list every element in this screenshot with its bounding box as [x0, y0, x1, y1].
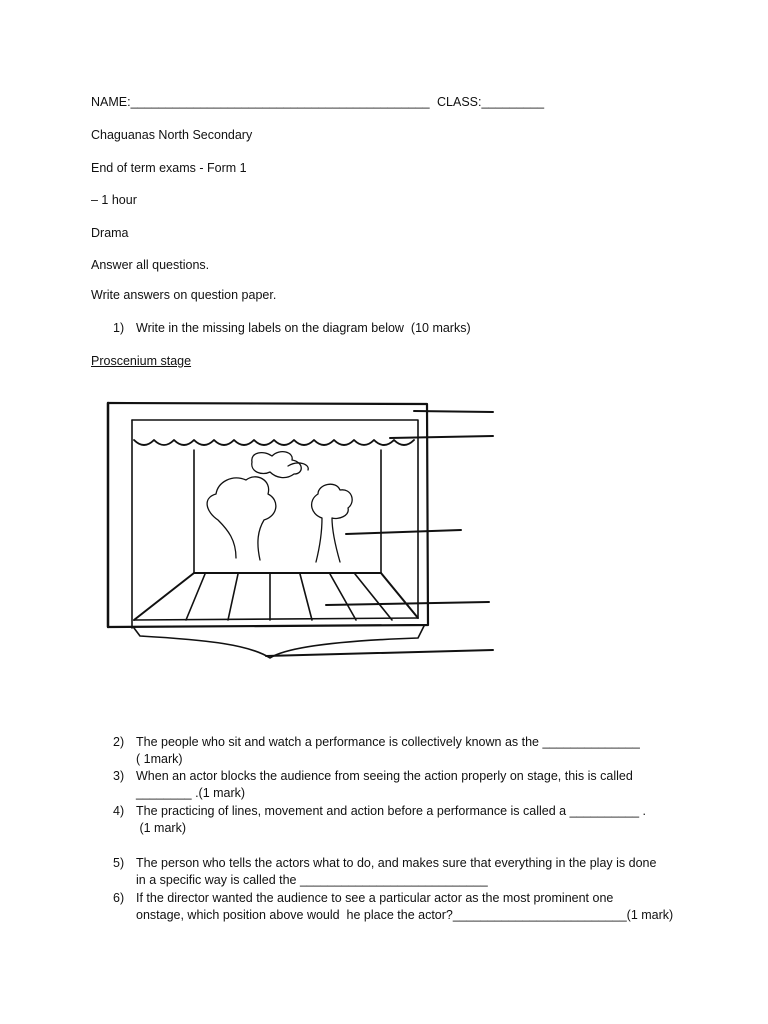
scenery	[207, 452, 352, 562]
question-1-number: 1)	[113, 321, 125, 335]
question-5-line-1: The person who tells the actors what to do, and makes sure that everything in the play is done	[136, 856, 657, 870]
question-3-line-1: When an actor blocks the audience from seeing the action properly on stage, this is called	[136, 769, 633, 783]
question-5-line-2: in a specific way is called the ___________________________	[136, 873, 488, 887]
question-5-number: 5)	[113, 856, 125, 870]
question-6-number: 6)	[113, 891, 125, 905]
class-field-label: CLASS:_________	[437, 95, 545, 109]
question-3-line-2: ________ .(1 mark)	[136, 786, 246, 800]
exam-duration: – 1 hour	[91, 193, 137, 207]
school-name: Chaguanas North Secondary	[91, 128, 253, 142]
question-2-line-1: The people who sit and watch a performance is collectively known as the ______________	[136, 735, 640, 749]
question-4-line-2: (1 mark)	[136, 821, 186, 835]
question-4-number: 4)	[113, 804, 125, 818]
question-2-number: 2)	[113, 735, 125, 749]
instruction-1: Answer all questions.	[91, 258, 210, 272]
stage-floor	[134, 573, 418, 620]
back-wall	[194, 450, 381, 573]
question-3-number: 3)	[113, 769, 125, 783]
curtain-valance	[134, 440, 414, 445]
exam-title: End of term exams - Form 1	[91, 161, 247, 175]
diagram-title: Proscenium stage	[91, 354, 192, 368]
question-2-line-2: ( 1mark)	[136, 752, 183, 766]
question-4-line-1: The practicing of lines, movement and action before a performance is called a __________ .	[136, 804, 647, 818]
question-6-line-2: onstage, which position above would he place the actor?_________________________(1 mark)	[136, 908, 674, 922]
subject: Drama	[91, 226, 129, 240]
instruction-2: Write answers on question paper.	[91, 288, 277, 302]
question-1-text: Write in the missing labels on the diagram below (10 marks)	[136, 321, 471, 335]
question-6-line-1: If the director wanted the audience to see a particular actor as the most prominent one	[136, 891, 614, 905]
outer-frame	[108, 403, 428, 628]
proscenium-stage-diagram	[100, 390, 500, 665]
name-field-label: NAME:___________________________________________	[91, 95, 430, 109]
